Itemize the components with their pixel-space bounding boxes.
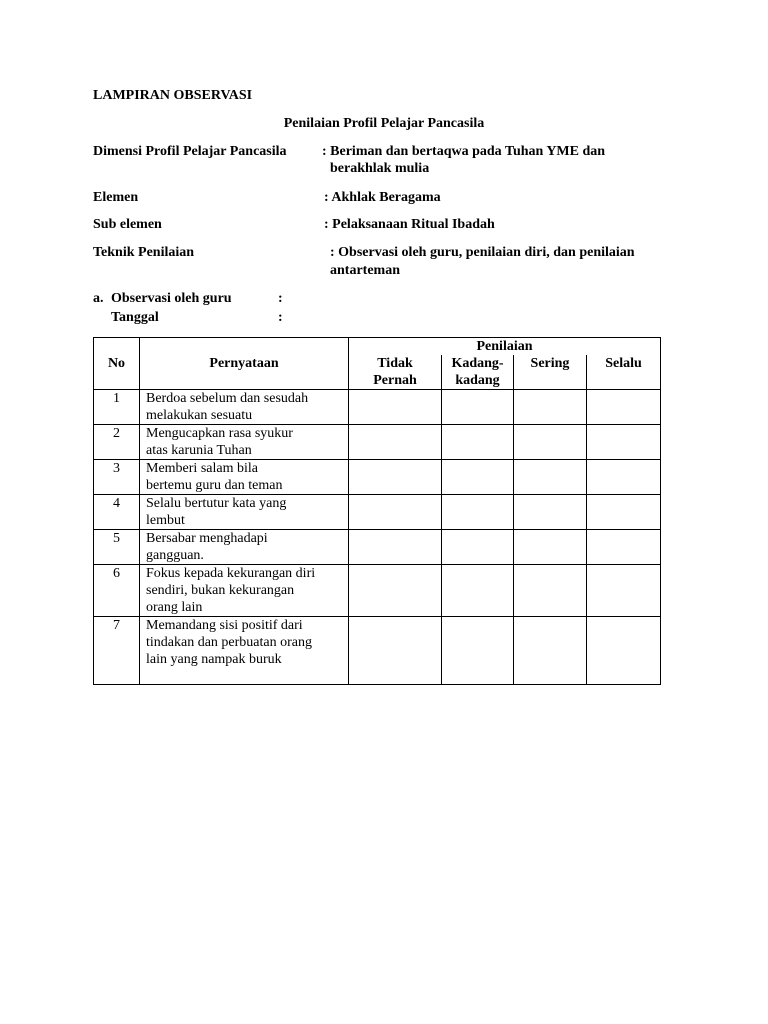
row-number: 7 — [94, 617, 140, 685]
rating-cell[interactable] — [587, 530, 661, 565]
statement-line: melakukan sesuatu — [146, 408, 253, 423]
section-a-label: Observasi oleh guru — [111, 291, 232, 306]
rating-cell[interactable] — [349, 425, 442, 460]
field-dimensi-value-cont: berakhlak mulia — [330, 161, 430, 176]
table-row — [94, 617, 661, 685]
statement-line: Memandang sisi positif dari — [146, 618, 303, 633]
rating-cell[interactable] — [349, 495, 442, 530]
field-elemen-label: Elemen — [93, 190, 139, 205]
document-subtitle: Penilaian Profil Pelajar Pancasila — [283, 116, 485, 131]
header-col-kadang-kadang — [442, 355, 514, 390]
rating-cell[interactable] — [587, 565, 661, 617]
statement-line: Bersabar menghadapi — [146, 531, 268, 546]
row-number: 1 — [94, 390, 140, 425]
rating-cell[interactable] — [587, 390, 661, 425]
observation-table — [93, 337, 661, 685]
row-statement — [140, 425, 349, 460]
section-a-colon: : — [278, 291, 283, 306]
header-col-sering: Sering — [514, 355, 587, 390]
row-number: 4 — [94, 495, 140, 530]
rating-cell[interactable] — [349, 390, 442, 425]
row-number: 3 — [94, 460, 140, 495]
statement-line: bertemu guru dan teman — [146, 478, 283, 493]
field-sub-elemen-label: Sub elemen — [93, 217, 162, 232]
rating-cell[interactable] — [514, 495, 587, 530]
field-teknik-label: Teknik Penilaian — [93, 245, 195, 260]
rating-cell[interactable] — [442, 390, 514, 425]
table-row — [94, 390, 661, 425]
rating-cell[interactable] — [349, 460, 442, 495]
rating-cell[interactable] — [349, 617, 442, 685]
statement-line: Fokus kepada kekurangan diri — [146, 566, 316, 581]
field-teknik-value: : Observasi oleh guru, penilaian diri, dan penilaian — [330, 245, 635, 260]
statement-line: Memberi salam bila — [146, 461, 258, 476]
rating-cell[interactable] — [442, 460, 514, 495]
header-col-line: Kadang- — [451, 356, 504, 371]
header-col-tidak-pernah — [349, 355, 442, 390]
rating-cell[interactable] — [514, 617, 587, 685]
statement-line: Mengucapkan rasa syukur — [146, 426, 293, 441]
header-col-line: kadang — [455, 373, 500, 388]
rating-cell[interactable] — [514, 390, 587, 425]
rating-cell[interactable] — [514, 460, 587, 495]
row-number: 5 — [94, 530, 140, 565]
rating-cell[interactable] — [442, 530, 514, 565]
field-teknik-value-cont: antarteman — [330, 263, 400, 278]
statement-line: lembut — [146, 513, 185, 528]
section-a-marker: a. — [93, 291, 104, 306]
rating-cell[interactable] — [587, 460, 661, 495]
row-statement — [140, 495, 349, 530]
row-statement — [140, 565, 349, 617]
header-assessment: Penilaian — [349, 338, 661, 356]
statement-line: orang lain — [146, 600, 203, 615]
rating-cell[interactable] — [349, 565, 442, 617]
date-label: Tanggal — [111, 310, 159, 325]
rating-cell[interactable] — [514, 565, 587, 617]
header-col-line: Pernah — [373, 373, 417, 388]
table-row — [94, 460, 661, 495]
rating-cell[interactable] — [442, 495, 514, 530]
rating-cell[interactable] — [514, 530, 587, 565]
header-no: No — [94, 338, 140, 390]
rating-cell[interactable] — [349, 530, 442, 565]
table-row — [94, 530, 661, 565]
table-row — [94, 425, 661, 460]
statement-line: tindakan dan perbuatan orang — [146, 635, 312, 650]
table-row — [94, 495, 661, 530]
rating-cell[interactable] — [514, 425, 587, 460]
field-dimensi-value: : Beriman dan bertaqwa pada Tuhan YME dan — [322, 144, 606, 159]
statement-line: gangguan. — [146, 548, 204, 563]
row-statement — [140, 460, 349, 495]
rating-cell[interactable] — [587, 425, 661, 460]
table-row — [94, 565, 661, 617]
row-statement — [140, 390, 349, 425]
statement-line: lain yang nampak buruk — [146, 652, 282, 667]
document-title: LAMPIRAN OBSERVASI — [93, 88, 253, 103]
date-colon: : — [278, 310, 283, 325]
field-elemen-value: : Akhlak Beragama — [324, 190, 441, 205]
statement-line: Selalu bertutur kata yang — [146, 496, 287, 511]
rating-cell[interactable] — [442, 617, 514, 685]
row-number: 2 — [94, 425, 140, 460]
row-number: 6 — [94, 565, 140, 617]
rating-cell[interactable] — [442, 565, 514, 617]
row-statement — [140, 530, 349, 565]
row-statement — [140, 617, 349, 685]
statement-line: Berdoa sebelum dan sesudah — [146, 391, 309, 406]
statement-line: atas karunia Tuhan — [146, 443, 252, 458]
rating-cell[interactable] — [587, 617, 661, 685]
field-dimensi-label: Dimensi Profil Pelajar Pancasila — [93, 144, 287, 159]
header-col-selalu: Selalu — [587, 355, 661, 390]
header-col-line: Tidak — [377, 356, 413, 371]
rating-cell[interactable] — [587, 495, 661, 530]
field-sub-elemen-value: : Pelaksanaan Ritual Ibadah — [324, 217, 495, 232]
rating-cell[interactable] — [442, 425, 514, 460]
header-statement: Pernyataan — [140, 338, 349, 390]
statement-line: sendiri, bukan kekurangan — [146, 583, 295, 598]
